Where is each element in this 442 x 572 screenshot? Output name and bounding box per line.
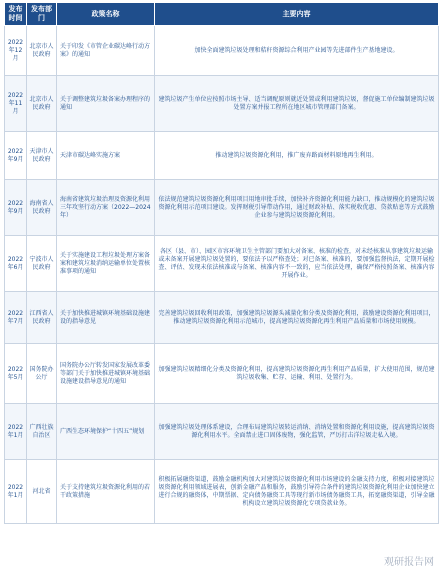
cell-policy: 国务院办公厅转发国家发展改革委等部门关于加快推进城镇环境基础设施建设指导意见的通知 [57, 344, 155, 404]
header-date: 发布时间 [5, 3, 27, 26]
cell-content: 加强建筑垃圾处理体系建设，合理布局建筑垃圾转运消纳、消纳处置和资源化利用设施，提高建筑垃圾资源化利用水平。全面禁止进口固体废物，强化监管，严厉打击洋垃圾走私入境。 [155, 404, 439, 460]
cell-content: 加快全面建筑垃圾处理和秸秆资源综合利用产业园等先进部件生产基地建设。 [155, 26, 439, 76]
cell-date: 2022年11月 [5, 76, 27, 132]
header-content: 主要内容 [155, 3, 439, 26]
cell-policy: 关于调整建筑垃圾备案办理程序的通知 [57, 76, 155, 132]
cell-content: 建筑垃圾产生单位应按照市场主导、适当调配原则就近处置或利用建筑垃圾，督促施工单位编制建筑垃圾处置方案并报工程所在地区城市管理部门备案。 [155, 76, 439, 132]
cell-date: 2022年7月 [5, 292, 27, 344]
cell-content: 推动建筑垃圾资源化利用，推广废弃路面材料原地再生利用。 [155, 132, 439, 180]
cell-content: 完善建筑垃圾回收利用政策，加强建筑垃圾源头减量化和分类及资源化利用，鼓励建设资源化利用项目，推动建筑垃圾资源化利用示范城市，提高建筑垃圾资源化再生利用产品质量和市场使用规模。 [155, 292, 439, 344]
cell-date: 2022年6月 [5, 236, 27, 292]
cell-date: 2022年1月 [5, 404, 27, 460]
cell-dept: 江西省人民政府 [27, 292, 57, 344]
table-row [5, 404, 439, 460]
cell-policy: 海南省建筑垃圾治理及资源化利用三年攻坚行动方案（2022—2024年） [57, 180, 155, 236]
cell-date: 2022年9月 [5, 132, 27, 180]
cell-dept: 北京市人民政府 [27, 26, 57, 76]
cell-content: 各区（县、市）、园区市容环境卫生主管部门要加大对备案、核准的检查，对未经核准从事建筑垃圾运输或未备案开展建筑垃圾处置的，要依法予以严格查处；对已备案、核准的，要加强监督执法，定期开展检查、评估、发现未依法核准或与备案、核准内容不一致的，应当依法处理，确保严格按照备案、核准内容开展作业。 [155, 236, 439, 292]
cell-content: 依法规范建筑垃圾资源化利用项目用地审批手续，加快补齐资源化利用能力缺口，推动规模化的建筑垃圾资源化利用示范项目建设。发挥财税引导带动作用，通过财政补贴、落实税收优惠、贷款贴息等方式鼓励企业参与建筑垃圾资源化利用。 [155, 180, 439, 236]
cell-content: 积极拓展融资渠道，鼓励金融机构加大对建筑垃圾资源化利用市场建设的金融支持力度，积极对接建筑垃圾资源化利用领域进展表，创新金融产品和服务，鼓励引导符合条件的建筑垃圾资源化利用企业加快建立进行合规的融资体，中期票据、定向债务融资工具等现行新市场债务融资工具，拓宽融资渠道，引导金融机构设立建筑垃圾资源化专项贷款业务。 [155, 460, 439, 524]
cell-policy: 天津市碳达峰实施方案 [57, 132, 155, 180]
cell-policy: 广西生态环境保护“十四五”规划 [57, 404, 155, 460]
cell-dept: 宁波市人民政府 [27, 236, 57, 292]
cell-policy: 关于加快推进城镇环境基础设施建设的指导意见 [57, 292, 155, 344]
cell-dept: 海南省人民政府 [27, 180, 57, 236]
table-header-row [5, 3, 439, 26]
cell-dept: 河北省 [27, 460, 57, 524]
table-row [5, 132, 439, 180]
header-policy: 政策名称 [57, 3, 155, 26]
table-row [5, 236, 439, 292]
cell-dept: 广西壮族自治区 [27, 404, 57, 460]
table-row [5, 180, 439, 236]
cell-dept: 北京市人民政府 [27, 76, 57, 132]
table-row [5, 26, 439, 76]
cell-dept: 国务院办公厅 [27, 344, 57, 404]
table-row [5, 460, 439, 524]
policy-table [4, 2, 439, 524]
cell-policy: 关于支持建筑垃圾资源化利用的若干政策措施 [57, 460, 155, 524]
table-row [5, 344, 439, 404]
watermark: 观研报告网 [384, 557, 434, 568]
cell-date: 2022年9月 [5, 180, 27, 236]
table-row [5, 292, 439, 344]
cell-dept: 天津市人民政府 [27, 132, 57, 180]
table-row [5, 76, 439, 132]
cell-date: 2022年12月 [5, 26, 27, 76]
cell-policy: 关于实施建设工程垃圾处理方案备案和建筑垃圾消纳运输单位处置核准事项的通知 [57, 236, 155, 292]
cell-date: 2022年1月 [5, 460, 27, 524]
cell-policy: 关于印发《市管企业碳达峰行动方案》的通知 [57, 26, 155, 76]
header-dept: 发布部门 [27, 3, 57, 26]
cell-date: 2022年5月 [5, 344, 27, 404]
cell-content: 加强建筑垃圾精细化分类及资源化利用，提高建筑垃圾资源化再生利用产品质量，扩大使用范围，规范建筑垃圾收集、贮存、运输、利用、处置行为。 [155, 344, 439, 404]
